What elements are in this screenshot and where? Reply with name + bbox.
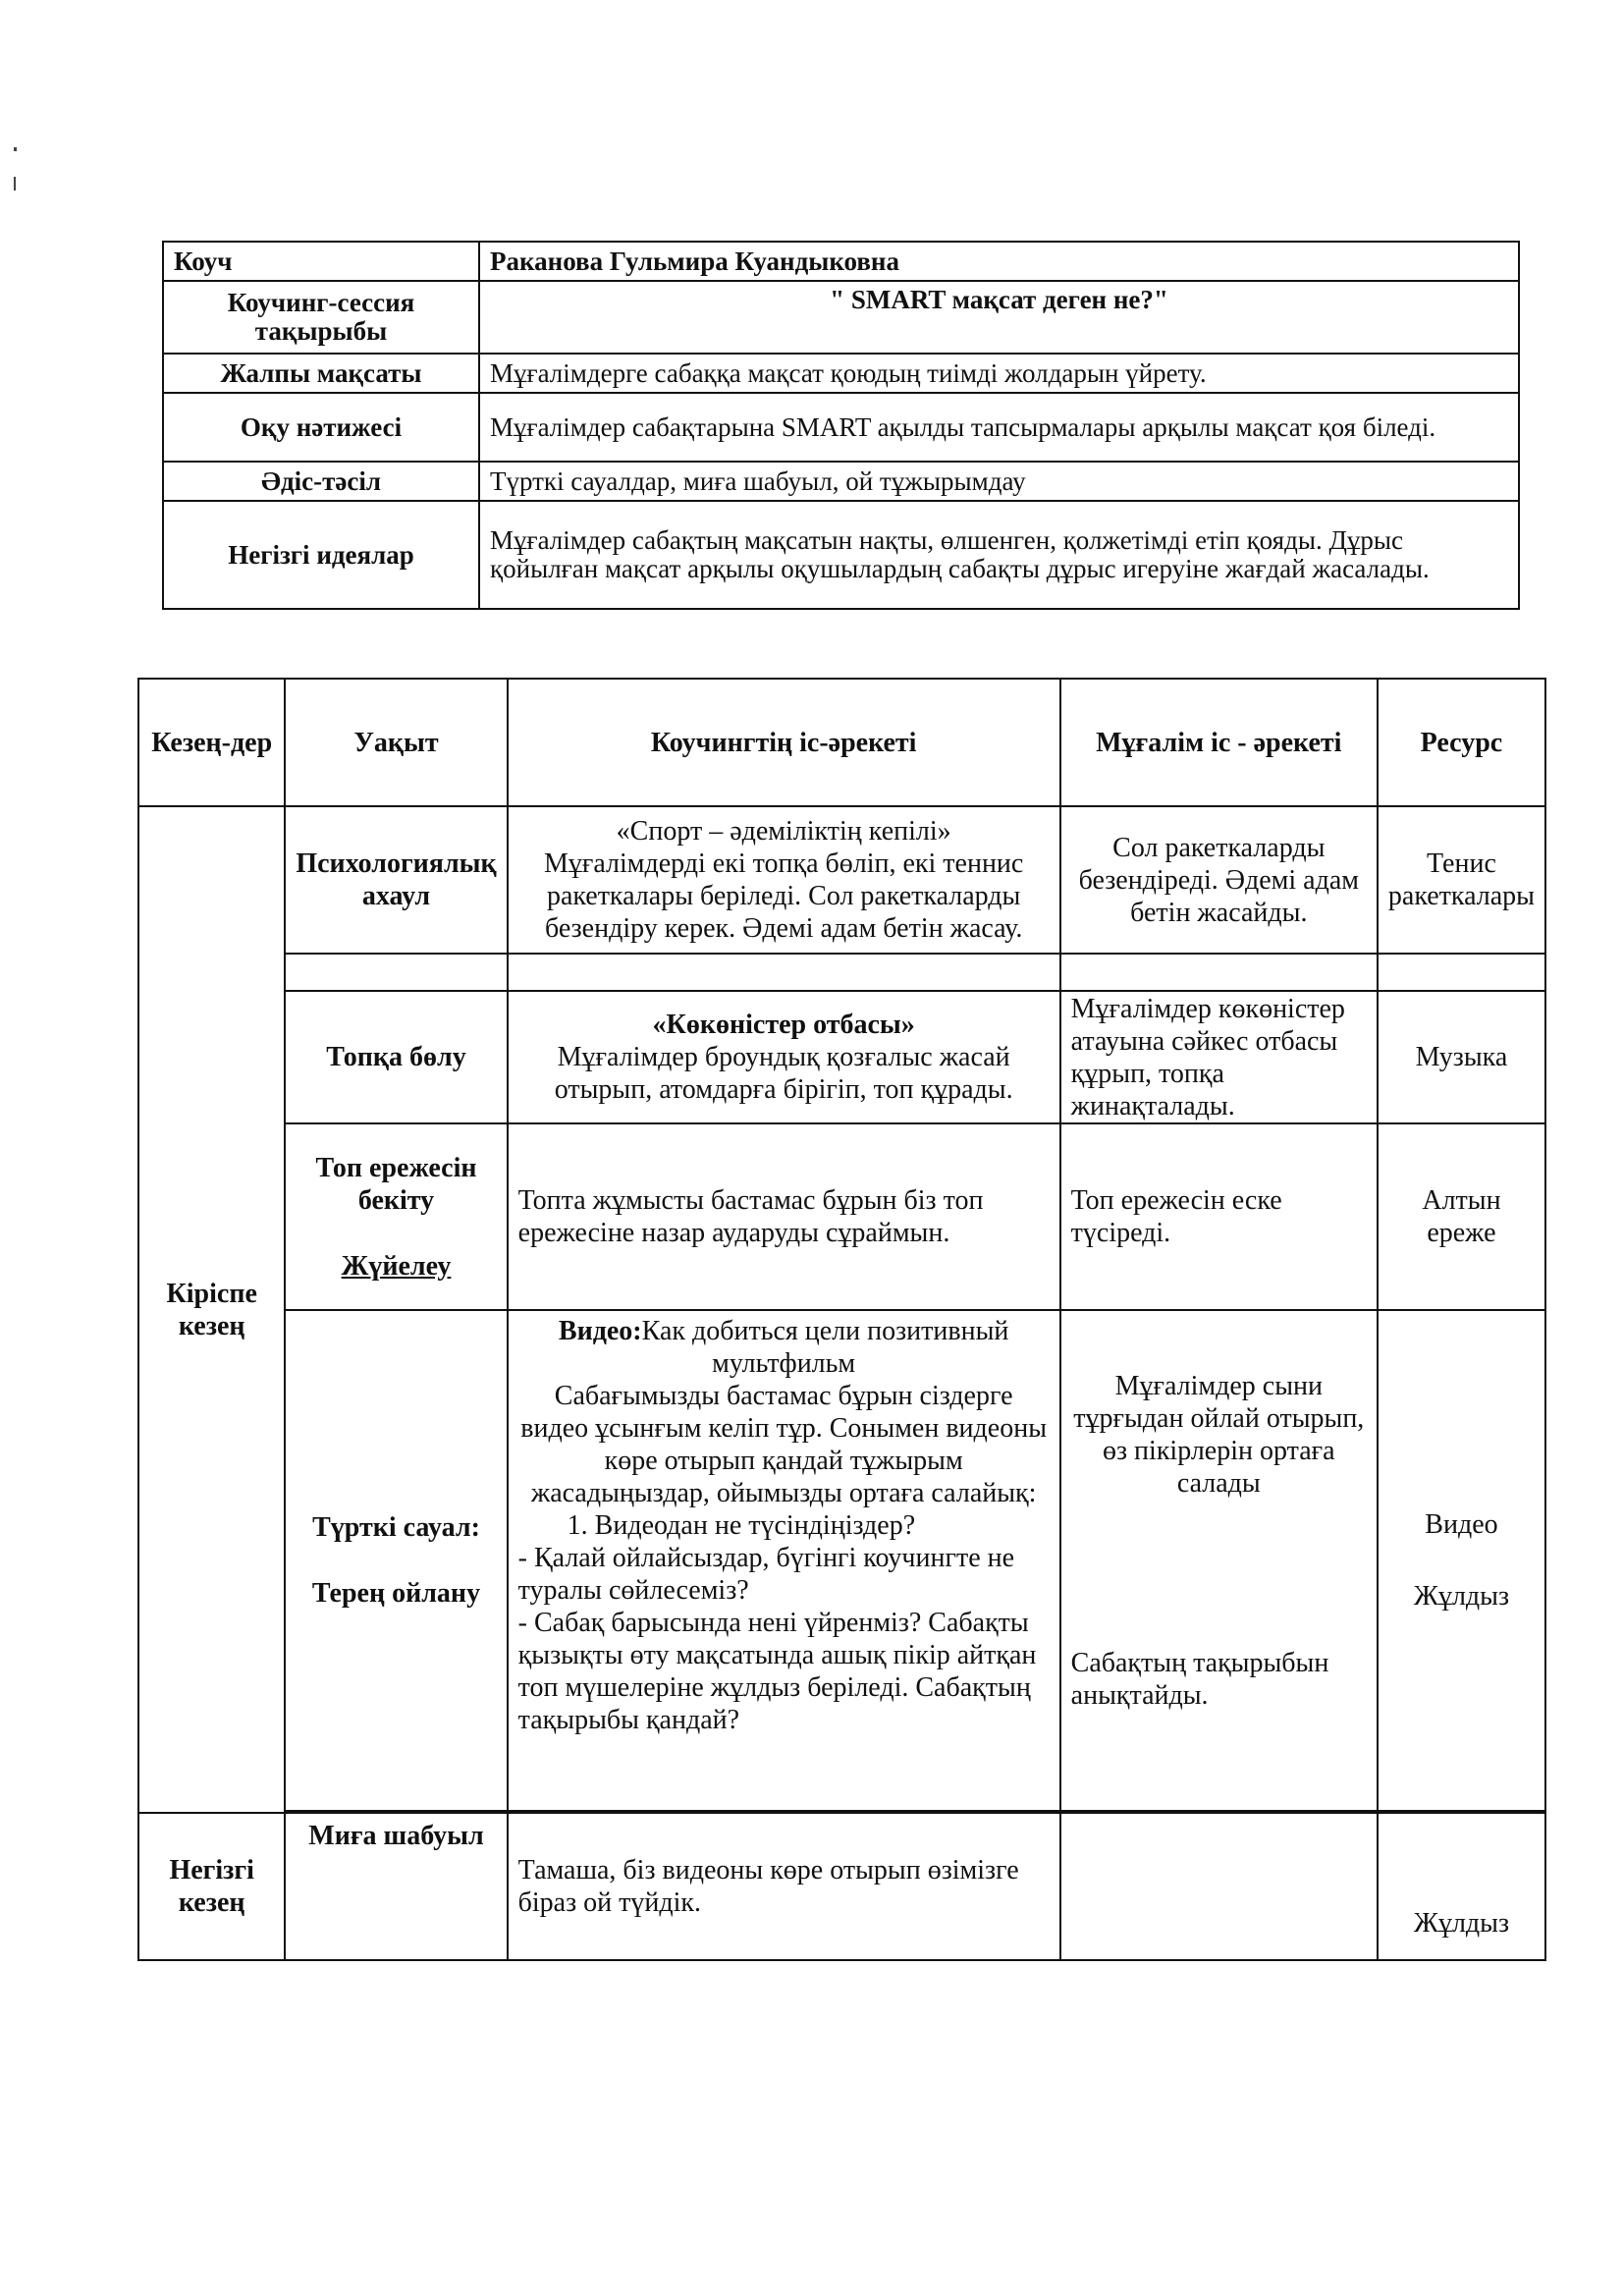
stage-main: Негізгі кезең xyxy=(138,1813,285,1960)
time-text: Түрткі сауал: xyxy=(312,1512,480,1543)
time-text: Топ ережесін бекіту xyxy=(315,1152,477,1216)
time-cell: Миға шабуыл xyxy=(285,1813,507,1960)
info-row-ideas xyxy=(163,501,1519,609)
info-row-method xyxy=(163,462,1519,501)
time-gap xyxy=(296,1544,496,1577)
coach-activity-cell xyxy=(508,991,1060,1123)
info-value: " SMART мақсат деген не?" xyxy=(479,281,1519,354)
info-row-goal xyxy=(163,354,1519,393)
activity-text: Мұғалімдер броундық қозғалыс жасай отырып, атомдарға бірігіп, топ құрады. xyxy=(554,1042,1013,1105)
time-text: Жүйелеу xyxy=(341,1250,452,1282)
time-text: Терең ойлану xyxy=(311,1578,481,1609)
info-label: Оқу нәтижесі xyxy=(163,393,479,462)
coach-activity-cell: Тамаша, біз видеоны көре отырып өзімізге біраз ой түйдік. xyxy=(508,1813,1060,1960)
info-label: Коучинг-сессия тақырыбы xyxy=(163,281,479,354)
empty-cell xyxy=(285,954,507,991)
resource-cell xyxy=(1378,1310,1545,1811)
scan-edge-mark xyxy=(14,177,16,191)
info-value: Мұғалімдер сабақтың мақсатын нақты, өлшенген, қолжетімді етіп қояды. Дұрыс қойылған мақсат арқылы оқушылардың сабақты дұрыс игеруіне жағдай жасалады. xyxy=(479,501,1519,609)
lesson-plan-table xyxy=(137,678,1546,1961)
teacher-gap xyxy=(1071,1500,1367,1647)
session-info-table xyxy=(162,241,1520,610)
info-value: Раканова Гульмира Куандыковна xyxy=(479,242,1519,281)
time-cell: Топқа бөлу xyxy=(285,991,507,1123)
plan-row-brainstorm xyxy=(138,1813,1545,1960)
resource-cell: Жұлдыз xyxy=(1378,1813,1545,1960)
info-value: Мұғалімдер сабақтарына SMART ақылды тапсырмалары арқылы мақсат қоя біледі. xyxy=(479,393,1519,462)
teacher-activity-cell xyxy=(1060,1813,1378,1960)
teacher-activity-cell xyxy=(1060,1310,1378,1811)
empty-cell xyxy=(1378,954,1545,991)
resource-cell: Тенис ракеткалары xyxy=(1378,806,1545,954)
resource-text: Жұлдыз xyxy=(1413,1581,1510,1612)
teacher-activity-cell: Сол ракеткаларды безендіреді. Әдемі адам бетін жасайды. xyxy=(1060,806,1378,954)
info-value: Мұғалімдерге сабаққа мақсат қоюдың тиімді жолдарын үйрету. xyxy=(479,354,1519,393)
activity-text: Сабағымызды бастамас бұрын сіздерге видео ұсынғым келіп тұр. Сонымен видеоны көре отырып қандай тұжырым жасадыңыздар, ойымызды ортаға салайық: xyxy=(520,1381,1048,1508)
time-cell: Психологиялық ахаул xyxy=(285,806,507,954)
question-1: 1. Видеодан не түсіндіңіздер? xyxy=(567,1510,916,1541)
info-label: Жалпы мақсаты xyxy=(163,354,479,393)
header-stages: Кезең-дер xyxy=(138,679,285,806)
stage-intro: Кіріспе кезең xyxy=(138,806,285,1813)
video-line xyxy=(518,1315,1050,1380)
coach-activity-cell xyxy=(508,806,1060,954)
resource-gap xyxy=(1388,1541,1535,1580)
question-2: - Қалай ойлайсыздар, бүгінгі коучингте не туралы сөйлесеміз? xyxy=(517,1543,1015,1606)
info-row-topic xyxy=(163,281,1519,354)
info-label: Әдіс-тәсіл xyxy=(163,462,479,501)
empty-cell xyxy=(508,954,1060,991)
plan-row-psychological xyxy=(138,806,1545,954)
header-coach-activity: Коучингтің іс-әрекеті xyxy=(508,679,1060,806)
scan-edge-mark xyxy=(14,147,17,151)
plan-row-grouping xyxy=(138,991,1545,1123)
info-label: Негізгі идеялар xyxy=(163,501,479,609)
teacher-text: Сабақтың тақырыбын анықтайды. xyxy=(1070,1648,1329,1711)
teacher-activity-cell: Топ ережесін еске түсіреді. xyxy=(1060,1123,1378,1310)
header-time: Уақыт xyxy=(285,679,507,806)
plan-row-rules xyxy=(138,1123,1545,1310)
resource-cell: Алтын ереже xyxy=(1378,1123,1545,1310)
plan-row-video xyxy=(138,1310,1545,1811)
resource-cell: Музыка xyxy=(1378,991,1545,1123)
coach-activity-cell xyxy=(508,1310,1060,1811)
info-value: Түрткі сауалдар, миға шабуыл, ой тұжырымдау xyxy=(479,462,1519,501)
resource-text: Видео xyxy=(1425,1509,1498,1540)
coach-activity-cell: Топта жұмысты бастамас бұрын біз топ ережесіне назар аударуды сұраймын. xyxy=(508,1123,1060,1310)
plan-header-row xyxy=(138,679,1545,806)
teacher-text: Мұғалімдер сыни тұрғыдан ойлай отырып, өз пікірлерін ортаға салады xyxy=(1073,1371,1365,1499)
video-title: Как добиться цели позитивный мультфильм xyxy=(641,1316,1009,1379)
header-resource: Ресурс xyxy=(1378,679,1545,806)
teacher-activity-cell: Мұғалімдер көкөністер атауына сәйкес отбасы құрып, топқа жинақталады. xyxy=(1060,991,1378,1123)
question-3: - Сабақ барысында нені үйренміз? Сабақты қызықты өту мақсатында ашық пікір айтқан топ мүшелеріне жұлдыз беріледі. Сабақтың тақырыбы қандай? xyxy=(517,1608,1037,1735)
video-label: Видео: xyxy=(558,1316,642,1346)
header-teacher-activity: Мұғалім іс - әрекеті xyxy=(1060,679,1378,806)
info-label: Коуч xyxy=(163,242,479,281)
time-gap xyxy=(296,1217,496,1250)
info-row-coach xyxy=(163,242,1519,281)
time-cell xyxy=(285,1123,507,1310)
activity-text: Мұғалімдерді екі топқа бөліп, екі теннис ракеткалары беріледі. Сол ракеткаларды безендіру керек. Әдемі адам бетін жасау. xyxy=(543,848,1024,944)
plan-spacer-row xyxy=(138,954,1545,991)
activity-title: «Спорт – әдеміліктің кепілі» xyxy=(616,816,951,847)
time-cell xyxy=(285,1310,507,1811)
info-row-outcome xyxy=(163,393,1519,462)
activity-title: «Көкөністер отбасы» xyxy=(652,1010,915,1040)
empty-cell xyxy=(1060,954,1378,991)
